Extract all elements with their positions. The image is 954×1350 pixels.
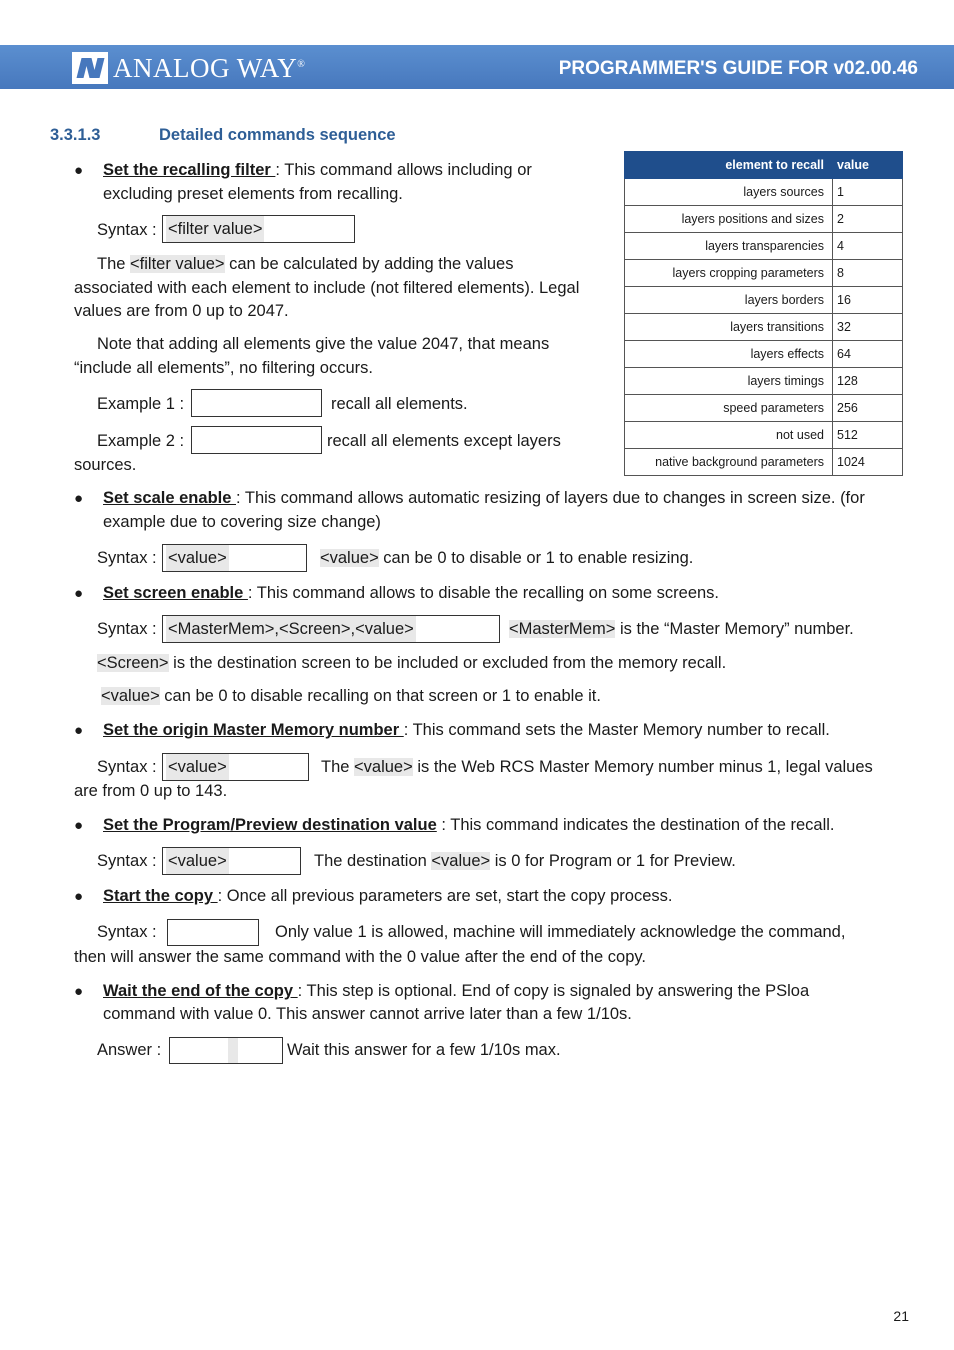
origin-syntax-value: <value> <box>166 754 229 780</box>
filter-description: Set the recalling filter : This command allows including or <box>103 161 532 179</box>
dest-syntax-label: Syntax : <box>97 852 157 870</box>
origin-description: Set the origin Master Memory number : This command sets the Master Memory number to recall. <box>103 721 830 739</box>
table-header-row <box>625 152 903 179</box>
screen-note-line3: <value> can be 0 to disable recalling on that screen or 1 to enable it. <box>101 687 601 705</box>
filter-syntax-value: <filter value> <box>166 216 264 242</box>
filter-paragraph-1-line2: associated with each element to include (not filtered elements). Legal <box>74 279 580 297</box>
scale-syntax-value: <value> <box>166 545 229 571</box>
scale-command-name: Set scale enable <box>103 489 236 507</box>
scale-note: <value> can be 0 to disable or 1 to enable resizing. <box>320 549 694 567</box>
filter-syntax-box <box>162 215 355 243</box>
section-title: Detailed commands sequence <box>159 126 396 144</box>
table-header-value: value <box>833 152 903 179</box>
origin-note: The <value> is the Web RCS Master Memory number minus 1, legal values <box>321 758 873 776</box>
wait-description: Wait the end of the copy : This step is optional. End of copy is signaled by answering the PSloa <box>103 982 810 1000</box>
example-1-text: recall all elements. <box>331 395 468 413</box>
scale-syntax-box <box>162 544 307 572</box>
origin-note-line2: are from 0 up to 143. <box>74 782 228 800</box>
start-note: Only value 1 is allowed, machine will immediately acknowledge the command, <box>275 923 846 941</box>
filter-paragraph-2: Note that adding all elements give the value 2047, that means <box>97 335 550 353</box>
example-2-box <box>191 426 322 454</box>
screen-command-name: Set screen enable <box>103 584 248 602</box>
recall-elements-table <box>624 151 903 476</box>
bullet-icon: ● <box>74 983 84 1000</box>
screen-note-line2: <Screen> is the destination screen to be included or excluded from the memory recall. <box>97 654 727 672</box>
start-syntax-box <box>167 919 259 946</box>
page-header <box>0 45 954 89</box>
wait-answer-box <box>169 1037 283 1064</box>
table-row: layers positions and sizes 2 <box>625 206 903 233</box>
example-1-label: Example 1 : <box>97 395 185 413</box>
scale-syntax-label: Syntax : <box>97 549 157 567</box>
bullet-icon: ● <box>74 162 84 179</box>
bullet-icon: ● <box>74 722 84 739</box>
table-header-element: element to recall <box>625 152 833 179</box>
origin-command-name: Set the origin Master Memory number <box>103 721 404 739</box>
wait-note: Wait this answer for a few 1/10s max. <box>287 1041 561 1059</box>
filter-syntax-label: Syntax : <box>97 221 157 239</box>
table-row: layers borders 16 <box>625 287 903 314</box>
start-command-name: Start the copy <box>103 887 218 905</box>
example-2-text: recall all elements except layers <box>327 432 561 450</box>
wait-description-line2: command with value 0. This answer cannot arrive later than a few 1/10s. <box>103 1005 632 1023</box>
scale-description: Set scale enable : This command allows automatic resizing of layers due to changes in screen size. (for <box>103 489 865 507</box>
origin-syntax-label: Syntax : <box>97 758 157 776</box>
filter-description-line2: excluding preset elements from recalling. <box>103 185 403 203</box>
table-row: layers effects 64 <box>625 341 903 368</box>
table-row: layers transitions 32 <box>625 314 903 341</box>
filter-paragraph-2-line2: “include all elements”, no filtering occurs. <box>74 359 373 377</box>
screen-description: Set screen enable : This command allows to disable the recalling on some screens. <box>103 584 720 602</box>
start-syntax-label: Syntax : <box>97 923 157 941</box>
table-row: native background parameters 1024 <box>625 449 903 476</box>
analog-way-logo <box>72 52 305 84</box>
filter-paragraph-1: The <filter value> can be calculated by adding the values <box>97 255 514 273</box>
dest-syntax-box <box>162 847 301 875</box>
screen-note: <MasterMem> is the “Master Memory” number. <box>509 620 854 638</box>
table-row: layers transparencies 4 <box>625 233 903 260</box>
wait-answer-label: Answer : <box>97 1041 162 1059</box>
start-description: Start the copy : Once all previous parameters are set, start the copy process. <box>103 887 673 905</box>
table-row: speed parameters 256 <box>625 395 903 422</box>
bullet-icon: ● <box>74 817 84 834</box>
screen-syntax-label: Syntax : <box>97 620 157 638</box>
bullet-icon: ● <box>74 490 84 507</box>
table-row: not used 512 <box>625 422 903 449</box>
logo-mark-icon <box>72 52 108 84</box>
table-row: layers timings 128 <box>625 368 903 395</box>
dest-description: Set the Program/Preview destination value : This command indicates the destination of the recall. <box>103 816 835 834</box>
example-2-text-line2: sources. <box>74 456 137 474</box>
document-title: PROGRAMMER'S GUIDE FOR v02.00.46 <box>558 58 918 79</box>
screen-syntax-value: <MasterMem>,<Screen>,<value> <box>166 616 416 642</box>
table-row: layers cropping parameters 8 <box>625 260 903 287</box>
origin-syntax-box <box>162 753 309 781</box>
page-number: 21 <box>893 1308 909 1324</box>
wait-command-name: Wait the end of the copy <box>103 982 298 1000</box>
section-number: 3.3.1.3 <box>50 126 101 144</box>
dest-syntax-value: <value> <box>166 848 229 874</box>
example-1-box <box>191 389 322 417</box>
bullet-icon: ● <box>74 585 84 602</box>
dest-note: The destination <value> is 0 for Program or 1 for Preview. <box>314 852 736 870</box>
example-2-label: Example 2 : <box>97 432 185 450</box>
scale-description-line2: example due to covering size change) <box>103 513 381 531</box>
screen-syntax-box <box>162 615 500 643</box>
filter-paragraph-1-line3: values are from 0 up to 2047. <box>74 302 289 320</box>
filter-command-name: Set the recalling filter <box>103 161 276 179</box>
logo-text: ANALOG WAY® <box>113 52 306 83</box>
dest-command-name: Set the Program/Preview destination value <box>103 816 437 834</box>
table-row: layers sources 1 <box>625 179 903 206</box>
bullet-icon: ● <box>74 888 84 905</box>
start-note-line2: then will answer the same command with the 0 value after the end of the copy. <box>74 948 647 966</box>
